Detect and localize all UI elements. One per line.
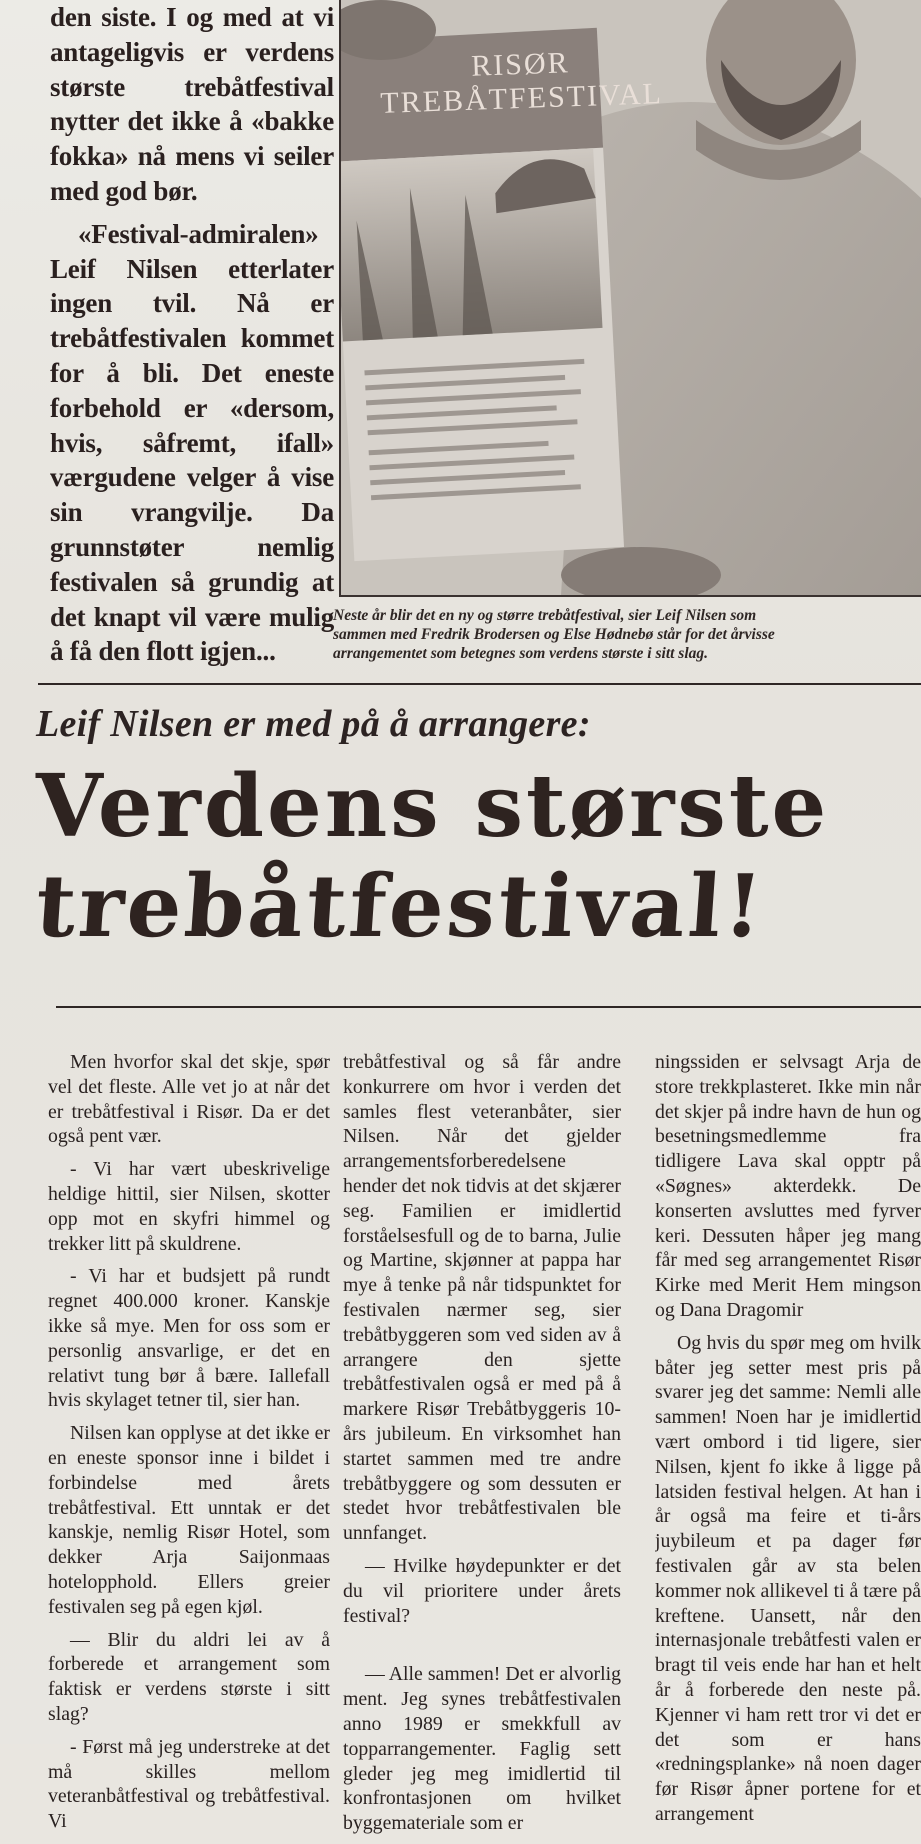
article-paragraph: - Vi har et budsjett på rundt regnet 400.000 kroner. Kanskje ikke så mye. Men for oss som er personlig ansvarlige, er det en relativt tung bør å bære. Iallefall hvis skylaget tetner til, sier han. bbox=[48, 1265, 330, 1412]
article-paragraph: Nilsen kan opplyse at det ikke er en eneste sponsor inne i bildet i forbindelse med årets trebåtfestival. Ett unntak er det kanskje, nemlig Risør Hotel, som dekker Arja Saijonmaas hotelopphold. Ellers greier festivalen seg på egen kjøl. bbox=[48, 1422, 330, 1618]
festival-photo bbox=[339, 0, 921, 597]
article-column-3 bbox=[655, 1050, 921, 1835]
article-column-1 bbox=[48, 1050, 330, 1842]
headline bbox=[32, 756, 921, 957]
intro-paragraph: «Festival-admiralen» Leif Nilsen etterlater ingen tvil. Nå er trebåtfestivalen kommet for å bli. Det eneste forbehold er «dersom, hvis, såfremt, ifall» værgudene velger å vise sin vrangvilje. Da grunnstøter nemlig festivalen så grundig at det knapt vil være mulig å få den flott igjen... bbox=[50, 218, 334, 667]
article-paragraph: trebåtfestival og så får andre konkurrere om hvor i verden det samles flest veteranbåter, sier Nilsen. Når det gjelder arrangementsforberedelsene hender det nok tidvis at det skjærer seg. Familien er imidlertid forståelsesfull og de to barna, Julie og Martine, skjønner at pappa har mye å tenke på når tidspunktet for festivalen nærmer seg, sier trebåtbyggeren som ved siden av å arrangere den sjette trebåtfestivalen også er med på å markere Risør Trebåtbyggeris 10-års jubileum. En virksomhet han startet sammen med tre andre trebåtbyggere og som dessuten er stedet hvor trebåtfestivalen ble unnfanget. bbox=[343, 1051, 621, 1545]
article-paragraph: - Vi har vært ubeskrivelige heldige hittil, sier Nilsen, skotter opp mot en skyfri himmel og trekker litt på skuldrene. bbox=[48, 1158, 330, 1255]
kicker: Leif Nilsen er med på å arrangere: bbox=[36, 703, 591, 745]
headline-line: Verdens største bbox=[36, 756, 830, 857]
article-paragraph: — Alle sammen! Det er alvorlig ment. Jeg synes trebåtfestivalen anno 1989 er smekkfull av topparrangementer. Faglig sett gleder jeg meg imidlertid til konfrontasjonen om hvilket byggemateriale som er bbox=[343, 1663, 621, 1835]
divider-rule bbox=[38, 683, 921, 685]
article-paragraph: — Blir du aldri lei av å forberede et arrangement som faktisk er verdens største i sitt slag? bbox=[48, 1628, 330, 1725]
intro-paragraph: den siste. I og med at vi antageligvis er verdens største trebåtfestival nytter det ikke å «bakke fokka» nå mens vi seiler med god bør. bbox=[50, 2, 334, 206]
photo-caption bbox=[333, 606, 921, 663]
caption-line: arrangementet som betegnes som verdens største i sitt slag. bbox=[333, 645, 709, 662]
article-column-2 bbox=[343, 1050, 621, 1844]
article-paragraph: Men hvorfor skal det skje, spør vel det fleste. Alle vet jo at når det er trebåtfestival i Risør. Da er det også pent vær. bbox=[48, 1051, 330, 1148]
caption-line: sammen med Fredrik Brodersen og Else Hødnebø står for det årvisse bbox=[333, 626, 775, 643]
intro-column bbox=[50, 0, 334, 669]
article-paragraph: — Hvilke høydepunkter er det du vil prioritere under årets festival? bbox=[343, 1554, 621, 1627]
divider-rule bbox=[56, 1006, 921, 1008]
caption-line: Neste år blir det en ny og større trebåtfestival, sier Leif Nilsen som bbox=[333, 607, 757, 624]
article-paragraph: ningssiden er selvsagt Arja de store trekkplasteret. Ikke min når det skjer på indre havn de hun og besetningsmedlemme fra tidligere Lava skal opptr på «Søgnes» akterdekk. De konserten avsluttes med fyrver keri. Dessuten håper jeg mang får med seg arrangementet Risør Kirke med Merit Hem mingson og Dana Dragomir bbox=[655, 1051, 921, 1321]
article-paragraph: - Først må jeg understreke at det må skilles mellom veteranbåtfestival og trebåtfestival. Vi bbox=[48, 1735, 330, 1833]
headline-line: trebåtfestival! bbox=[32, 856, 769, 957]
poster-title: RISØR TREBÅTFESTIVAL bbox=[379, 46, 664, 120]
article-paragraph: Og hvis du spør meg om hvilk båter jeg setter mest pris på svarer jeg det samme: Nemli alle sammen! Noen har je imidlertid vært ombord i tid ligere, sier Nilsen, kjent fo ikke å ligge på latsiden festival helgen. At han i år også ma feire et ti-års juybileum et pa dager før festivalen går av sta belen kommer nok allikevel ti å tære på kreftene. Uansett, når den internasjonale trebåtfesti valen er bragt til veis ende har han et helt år å forberede den neste på. Kjenner vi ham rett tror vi det er det som er hans «redningsplanke» nå noen dager før Risør åpner portene for et arrangement bbox=[655, 1331, 921, 1825]
